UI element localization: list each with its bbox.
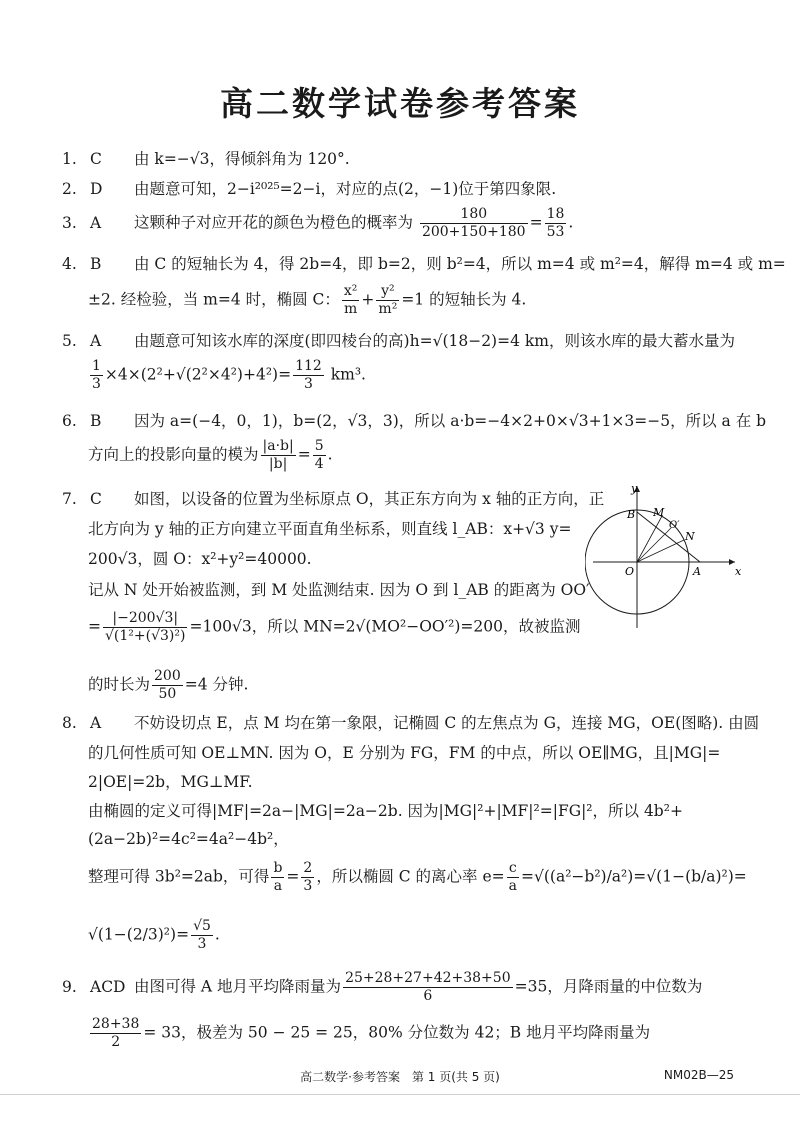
circle-diagram [585,480,745,630]
answer-8-line6: 整理可得 3b²=2ab，可得 $\frac{b}{a}$ = $\frac{2}{3}$ ，所以椭圆 C 的离心率 e= $\frac{c}{a}$ =√((a²−b²)/a²)=√(1−(b/a)²)= [88,860,747,894]
answer-6-line2: 方向上的投影向量的模为 $\frac{|a\cdot b|}{|b|}$ = $\frac{5}{4}$ . [88,438,333,472]
answer-2: 2. D 由题意可知，2−i²⁰²⁵=2−i，对应的点(2，−1)位于第四象限. [62,180,557,198]
label-o-prime: O′ [669,520,680,531]
answer-8-line4: 由椭圆的定义可得|MF|=2a−|MG|=2a−2b. 因为|MG|²+|MF|²=|FG|²，所以 4b²+ [88,802,683,820]
answer-4-line2: ±2. 经检验，当 m=4 时，椭圆 C： $\frac{\text{x²}}{m}$ + $\frac{\text{y²}}{\text{m²}}$ =1 的短轴长为 4. [88,283,527,317]
fraction: $\frac{b}{a}$ [273,860,283,894]
fraction: $\frac{180}{200+150+180}$ [421,206,526,240]
document-code: NM02B—25 [663,1068,734,1082]
answer-7: 7. C 如图，以设备的位置为坐标原点 O，其正东方向为 x 轴的正方向，正 [62,490,605,508]
answer-8-line3: 2|OE|=2b，MG⊥MF. [88,773,253,791]
fraction: $\frac{|-200√3|}{\text{√(1²+(√3)²)}}$ [105,610,186,644]
fraction: $\frac{|a\cdot b|}{|b|}$ [262,438,294,472]
answer-5-line2: $\frac{1}{3}$ ×4×(2²+√(2²×4²)+4²)= $\frac{112}{3}$ km³. [92,358,366,392]
fraction: $\frac{1}{3}$ [92,358,101,392]
answer-7-line4: 记从 N 处开始被监测，到 M 处监测结束. 因为 O 到 l_AB 的距离为 OO′ [88,581,590,599]
answer-8-line2: 的几何性质可知 OE⊥MN. 因为 O，E 分别为 FG，FM 的中点，所以 OE∥MG，且|MG|= [88,744,721,762]
fraction: $\frac{\text{y²}}{\text{m²}}$ [378,283,398,317]
page-footer: 高二数学·参考答案 第 1 页(共 5 页) [300,1070,500,1084]
segment-on [637,540,684,562]
answer-7-line2: 北方向为 y 轴的正方向建立平面直角坐标系，则直线 l_AB：x+√3 y= [88,520,572,538]
answer-7-line6: 的时长为 $\frac{200}{50}$ =4 分钟. [88,668,249,702]
answer-9: 9. ACD 由图可得 A 地月平均降雨量为 $\frac{25+28+27+42+38+50}{6}$ =35，月降雨量的中位数为 [62,970,703,1004]
page-title: 高二数学试卷参考答案 [220,84,580,123]
fraction: $\frac{112}{3}$ [295,358,322,392]
fraction: $\frac{18}{53}$ [546,206,565,240]
fraction: $\frac{5}{4}$ [314,438,324,472]
fraction: $\frac{2}{3}$ [303,860,313,894]
answer-7-line5: = $\frac{|-200√3|}{\text{√(1²+(√3)²)}}$ =100√3，所以 MN=2√(MO²−OO′²)=200，故被监测 [88,610,581,644]
fraction: $\frac{c}{a}$ [508,860,517,894]
fraction: $\frac{√5}{3}$ [193,918,211,952]
fraction: $\frac{200}{50}$ [154,668,181,702]
answer-7-line3: 200√3，圆 O：x²+y²=40000. [88,550,312,568]
segment-oo-prime [637,528,671,562]
answer-8-line7: √(1−(2/3)²)= $\frac{√5}{3}$ . [88,918,220,952]
label-y: y [631,482,638,495]
fraction: $\frac{\text{x²}}{m}$ [343,283,358,317]
answer-1: 1. C 由 k=−√3，得倾斜角为 120°. [62,150,350,168]
label-n: N [685,530,695,543]
answer-3: 3. A 这颗种子对应开花的颜色为橙色的概率为 $\frac{180}{200+150+180}$ = $\frac{18}{53}$ . [62,206,574,240]
bottom-divider [0,1094,800,1095]
answer-8: 8. A 不妨设切点 E，点 M 均在第一象限，记椭圆 C 的左焦点为 G，连接 MG，OE(图略). 由圆 [62,714,760,732]
label-x: x [735,565,742,578]
label-a: A [693,565,701,578]
fraction: $\frac{28+38}{2}$ [92,1016,140,1050]
answer-4: 4. B 由 C 的短轴长为 4，得 2b=4，即 b=2，则 b²=4，所以 m=4 或 m²=4，解得 m=4 或 m= [62,255,786,273]
fraction: $\frac{25+28+27+42+38+50}{6}$ [345,970,511,1004]
answer-8-line5: (2a−2b)²=4c²=4a²−4b²， [88,830,289,848]
label-m: M [653,506,665,519]
answer-5: 5. A 由题意可知该水库的深度(即四棱台的高)h=√(18−2)=4 km，则该水库的最大蓄水量为 [62,332,735,350]
answer-9-line2: $\frac{28+38}{2}$ = 33，极差为 50 − 25 = 25，80% 分位数为 42；B 地月平均降雨量为 [92,1016,651,1050]
label-o: O [625,565,635,578]
answer-6: 6. B 因为 a=(−4，0，1)，b=(2，√3，3)，所以 a·b=−4×2+0×√3+1×3=−5，所以 a 在 b [62,412,767,430]
label-b: B [627,508,636,521]
segment-om [637,516,662,562]
